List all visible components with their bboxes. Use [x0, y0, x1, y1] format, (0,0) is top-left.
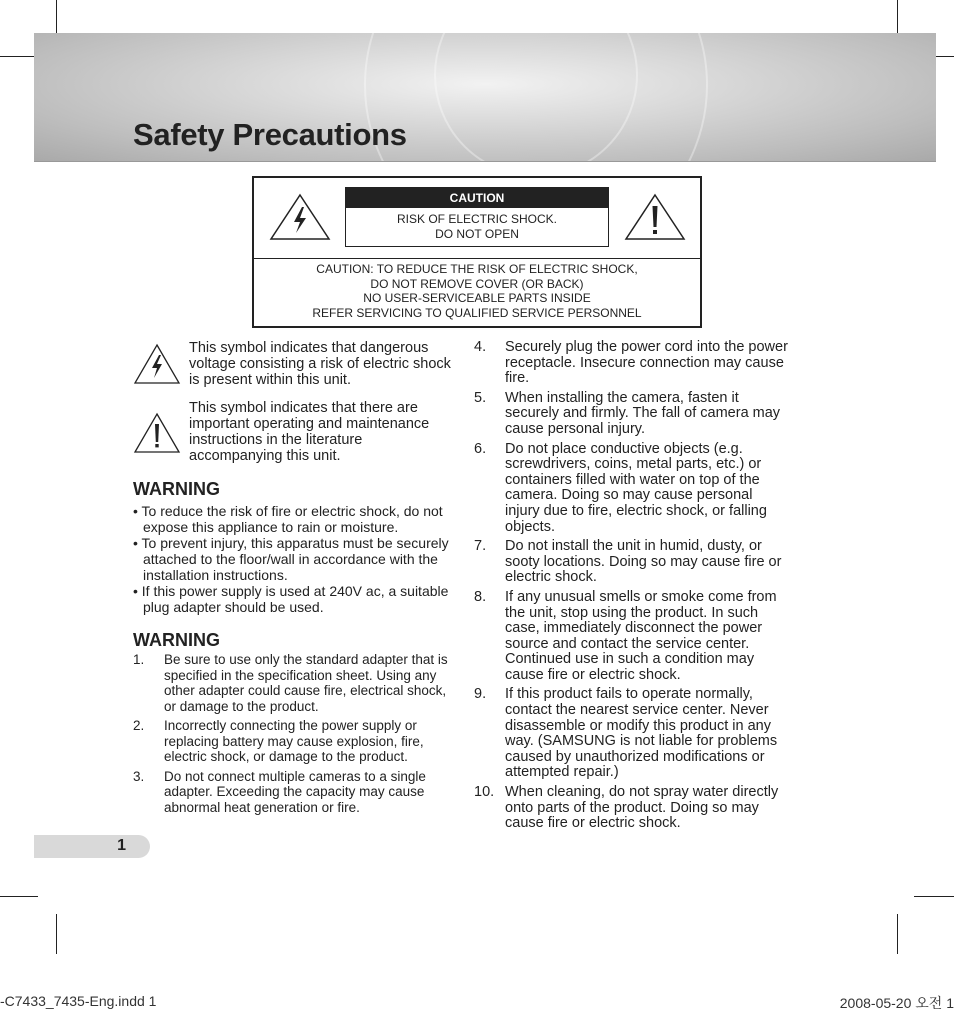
symbol-explanation-instructions [133, 400, 448, 470]
page-number: 1 [117, 837, 126, 854]
symbol-description: This symbol indicates that there are important operating and maintenance instructions in the literature accompanying this unit. [189, 400, 430, 464]
caution-label-top [254, 178, 700, 259]
warning-bullet-list [133, 503, 453, 615]
crop-mark [897, 0, 898, 36]
list-item: • To reduce the risk of fire or electric shock, do not expose this appliance to rain or moisture. [133, 503, 443, 535]
list-number: 8. [474, 588, 487, 605]
list-text: Do not place conductive objects (e.g. screwdrivers, coins, metal parts, etc.) or containers filled with water on top of the camera. Doing so may cause personal injury due to fire, electric shock, or falling objects. [505, 440, 767, 535]
list-item [474, 442, 789, 536]
list-text: Incorrectly connecting the power supply or replacing battery may cause explosion, fire, electric shock, or damage to the product. [164, 718, 424, 764]
list-text: When cleaning, do not spray water directly onto parts of the product. Doing so may cause fire or electric shock. [505, 784, 779, 832]
lightning-triangle-icon [133, 343, 181, 385]
caution-heading: CAUTION [346, 188, 608, 208]
warning-heading: WARNING [133, 630, 220, 650]
list-number: 7. [474, 538, 487, 555]
list-item [133, 769, 453, 816]
precautions-list [474, 340, 789, 836]
caution-instructions [254, 262, 700, 321]
symbol-explanation-voltage [133, 340, 451, 396]
list-item [474, 590, 789, 684]
footer-filename: -C7433_7435-Eng.indd 1 [0, 993, 157, 1009]
crop-mark [0, 896, 38, 897]
list-number: 10. [474, 784, 495, 801]
caution-instruction-line: NO USER-SERVICEABLE PARTS INSIDE [363, 291, 591, 306]
list-item [474, 391, 789, 438]
list-number: 2. [133, 718, 145, 733]
list-item [474, 785, 789, 832]
list-item: • To prevent injury, this apparatus must be securely attached to the floor/wall in accordance with the installation instructions. [133, 535, 449, 583]
caution-center-box [345, 187, 609, 247]
list-number: 4. [474, 339, 487, 355]
list-number: 1. [133, 652, 145, 667]
list-text: Do not connect multiple cameras to a single adapter. Exceeding the capacity may cause abnormal heat generation or fire. [164, 768, 426, 815]
caution-instruction-line: REFER SERVICING TO QUALIFIED SERVICE PERSONNEL [312, 306, 642, 321]
caution-label [252, 176, 702, 328]
list-number: 6. [474, 440, 487, 457]
list-text: Do not install the unit in humid, dusty, or sooty locations. Doing so may cause fire or electric shock. [505, 538, 782, 586]
warning-heading: WARNING [133, 479, 220, 499]
footer-timestamp: 2008-05-20 오전 1 [839, 995, 954, 1011]
exclamation-triangle-icon [133, 412, 181, 454]
page-number-tab [34, 835, 150, 858]
list-text: Securely plug the power cord into the power receptacle. Insecure connection may cause fire. [505, 339, 788, 387]
list-text: If any unusual smells or smoke come from the unit, stop using the product. In such case, immediately disconnect the power source and contact the service center. Continued use in such a condition may cause fire or electric shock. [505, 588, 777, 683]
header-banner [34, 33, 936, 162]
exclamation-triangle-icon [624, 193, 686, 241]
crop-mark [56, 0, 57, 36]
crop-mark [897, 914, 898, 954]
caution-line: DO NOT OPEN [435, 227, 519, 241]
list-item [474, 539, 789, 586]
warning-numbered-list [133, 652, 453, 819]
page-title: Safety Precautions [133, 117, 407, 152]
caution-text [346, 208, 608, 242]
crop-mark [914, 896, 954, 897]
list-item [474, 687, 789, 781]
lightning-triangle-icon [269, 193, 331, 241]
crop-mark [0, 56, 38, 57]
caution-instruction-line: DO NOT REMOVE COVER (OR BACK) [370, 276, 584, 291]
list-item: • If this power supply is used at 240V ac, a suitable plug adapter should be used. [133, 583, 449, 615]
list-number: 3. [133, 768, 145, 784]
list-item [133, 652, 453, 714]
caution-instruction-line: CAUTION: TO REDUCE THE RISK OF ELECTRIC SHOCK, [316, 262, 638, 276]
list-text: When installing the camera, fasten it securely and firmly. The fall of camera may cause personal injury. [505, 389, 781, 437]
symbol-description: This symbol indicates that dangerous voltage consisting a risk of electric shock is present within this unit. [189, 340, 451, 388]
list-text: If this product fails to operate normally, contact the nearest service center. Never disassemble or modify this product in any way. (SAMSUNG is not liable for problems caused by unauthorized modifications or attempted repair.) [505, 686, 778, 781]
caution-line: RISK OF ELECTRIC SHOCK. [396, 212, 558, 226]
list-number: 5. [474, 389, 487, 406]
list-item [474, 340, 789, 387]
crop-mark [56, 914, 57, 954]
lens-decoration [434, 33, 638, 162]
list-text: Be sure to use only the standard adapter that is specified in the specification sheet. Using any other adapter could cause fire, electrical shock, or damage to the product. [164, 652, 448, 714]
list-number: 9. [474, 686, 487, 703]
list-item [133, 718, 453, 765]
